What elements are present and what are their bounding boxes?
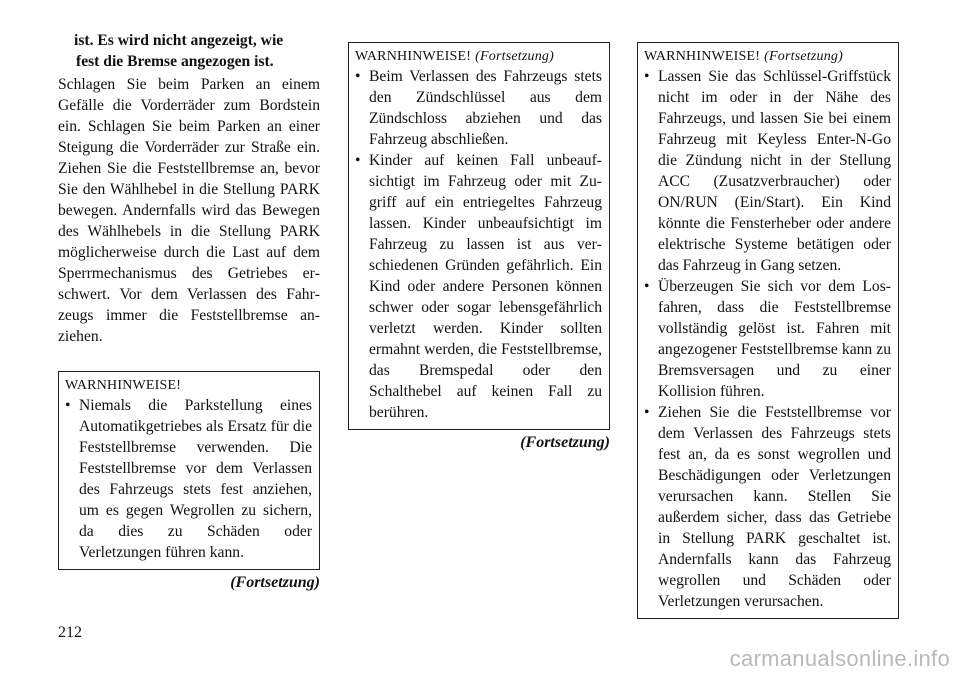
warning-title-label: WARNHINWEISE!: [355, 49, 472, 64]
bullet-icon: •: [644, 404, 650, 421]
lead-bold-text: ist. Es wird nicht angezeigt, wie fest die Bremse angezogen ist.: [74, 32, 284, 70]
warning-item: [644, 276, 891, 402]
warning-item: [355, 150, 602, 423]
bullet-icon: •: [355, 68, 361, 85]
parking-paragraph: Schlagen Sie beim Parken an einem Gefälle die Vorderräder zum Bordstein ein. Schlagen Sie beim Parken an einer Steigung die Vorderräder zur Straße ein. Ziehen Sie die Feststellbremse an, bevor Sie den Wählhebel in die Stellung PARK bewegen. Andernfalls wird das Bewegen des Wählhebels in die Stellung PARK möglicherweise durch die Last auf dem Sperrmechanismus des Getriebes erschwert. Vor dem Verlassen des Fahrzeugs immer die Feststellbremse anziehen.: [58, 76, 320, 345]
page-number: 212: [58, 624, 82, 641]
warning-list: [644, 66, 891, 612]
warning-title-label: WARNHINWEISE!: [65, 378, 182, 393]
warning-title: [65, 376, 312, 395]
warning-title: [644, 47, 891, 66]
warning-title-label: WARNHINWEISE!: [644, 49, 761, 64]
warning-item-text: Niemals die Parkstellung eines Automatikgetriebes als Ersatz für die Feststellbremse verwenden. Die Feststellbremse vor dem Verlassen des Fahrzeugs stets fest anziehen, um es gegen Wegrollen zu sichern, da dies zu Schäden oder Verletzungen führen kann.: [79, 397, 312, 561]
column-3: [637, 42, 899, 619]
warning-box-3: [637, 42, 899, 619]
continuation-note: (Fortsetzung): [520, 434, 610, 451]
warning-item: [644, 402, 891, 612]
bullet-icon: •: [644, 278, 650, 295]
warning-title: [355, 47, 602, 66]
bullet-icon: •: [355, 152, 361, 169]
warning-item-text: Ziehen Sie die Feststellbremse vor dem Verlassen des Fahrzeugs stets fest an, da es sonst wegrollen und Beschädigungen oder Verletzungen verursachen kann. Stellen Sie außerdem sicher, dass das Getriebe in Stellung PARK geschaltet ist. Andernfalls kann das Fahrzeug wegrollen und Schäden oder Verletzungen verursachen.: [658, 404, 891, 610]
column-2: [348, 42, 610, 454]
column-1: [58, 30, 320, 594]
warning-box-1: [58, 371, 320, 570]
bullet-icon: •: [65, 397, 71, 414]
warning-item: [355, 66, 602, 150]
watermark: carmanualsonline.info: [729, 646, 950, 671]
warning-box-2: [348, 42, 610, 430]
warning-item-text: Lassen Sie das Schlüssel-Griffstück nicht im oder in der Nähe des Fahrzeugs, und lassen Sie bei einem Fahrzeug mit Keyless Enter-N-Go die Zündung nicht in der Stellung ACC (Zusatzverbraucher) oder ON/RUN (Ein/Start). Ein Kind könnte die Fensterheber oder andere elektrische Systeme betätigen oder das Fahrzeug in Gang setzen.: [658, 68, 891, 274]
warning-item: [65, 395, 312, 563]
warning-list: [355, 66, 602, 423]
bullet-icon: •: [644, 68, 650, 85]
warning-title-continued: (Fortsetzung): [764, 49, 843, 64]
warning-item-text: Kinder auf keinen Fall unbeaufsichtigt im Fahrzeug oder mit Zugriff auf ein entriegeltes Fahrzeug lassen. Kinder unbeaufsichtigt im Fahrzeug zu lassen ist aus verschiedenen Gründen gefährlich. Ein Kind oder andere Personen können schwer oder sogar lebensgefährlich verletzt werden. Kinder sollten ermahnt werden, die Feststellbremse, das Bremspedal oder den Schalthebel auf keinen Fall zu berühren.: [369, 152, 602, 421]
warning-item-text: Beim Verlassen des Fahrzeugs stets den Zündschlüssel aus dem Zündschloss abziehen und das Fahrzeug abschließen.: [369, 68, 602, 148]
warning-list: [65, 395, 312, 563]
continuation-note: (Fortsetzung): [230, 574, 320, 591]
warning-title-continued: (Fortsetzung): [475, 49, 554, 64]
warning-item-text: Überzeugen Sie sich vor dem Losfahren, dass die Feststellbremse vollständig gelöst ist. Fahren mit angezogener Feststellbremse kann zu Bremsversagen und zu einer Kollision führen.: [658, 278, 891, 400]
warning-item: [644, 66, 891, 276]
